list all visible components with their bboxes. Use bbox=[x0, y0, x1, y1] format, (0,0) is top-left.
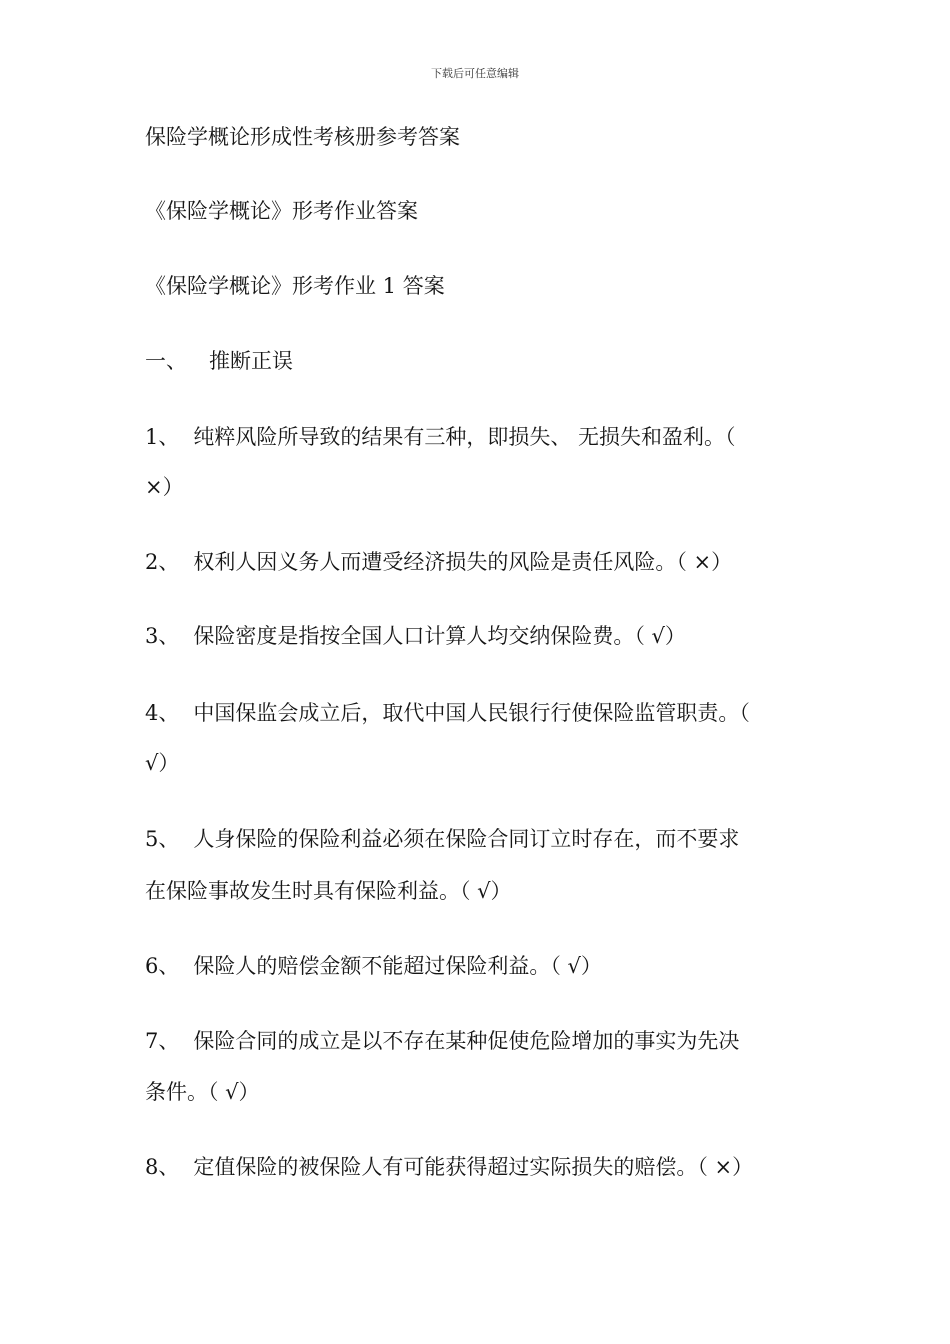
list-item bbox=[145, 1153, 753, 1181]
item-number: 7、 bbox=[145, 1029, 180, 1053]
header-note: 下载后可任意编辑 bbox=[431, 67, 519, 80]
item-text: 定值保险的被保险人有可能获得超过实际损失的赔偿。（ ×） bbox=[193, 1155, 754, 1179]
item-text: 纯粹风险所导致的结果有三种，即损失、 无损失和盈利。（ bbox=[193, 425, 736, 449]
item-continuation: √） bbox=[145, 751, 180, 775]
item-text: 权利人因义务人而遭受经济损失的风险是责任风险。（ ×） bbox=[193, 550, 733, 574]
item-continuation: 条件。（ √） bbox=[145, 1080, 260, 1104]
item-continuation: ×） bbox=[145, 475, 184, 499]
item-text: 保险合同的成立是以不存在某种促使危险增加的事实为先决 bbox=[193, 1029, 740, 1053]
item-text: 人身保险的保险利益必须在保险合同订立时存在，而不要求 bbox=[193, 827, 740, 851]
item-text: 中国保监会成立后，取代中国人民银行行使保险监管职责。（ bbox=[193, 701, 750, 725]
item-number: 1、 bbox=[145, 425, 180, 449]
section-label: 推断正误 bbox=[209, 349, 293, 373]
item-number: 2、 bbox=[145, 550, 180, 574]
item-number: 6、 bbox=[145, 954, 180, 978]
item-number: 3、 bbox=[145, 624, 180, 648]
section-heading bbox=[145, 347, 293, 375]
list-item bbox=[145, 825, 739, 853]
section-number: 一、 bbox=[145, 349, 187, 373]
list-item bbox=[145, 622, 686, 650]
item-continuation: 在保险事故发生时具有保险利益。（ √） bbox=[145, 879, 512, 903]
item-text: 保险密度是指按全国人口计算人均交纳保险费。（ √） bbox=[193, 624, 686, 648]
document-title: 保险学概论形成性考核册参考答案 bbox=[145, 125, 460, 149]
item-number: 8、 bbox=[145, 1155, 180, 1179]
document-subtitle: 《保险学概论》形考作业答案 bbox=[145, 199, 418, 223]
item-number: 4、 bbox=[145, 701, 180, 725]
list-item bbox=[145, 699, 750, 727]
list-item bbox=[145, 548, 732, 576]
item-number: 5、 bbox=[145, 827, 180, 851]
item-text: 保险人的赔偿金额不能超过保险利益。（ √） bbox=[193, 954, 602, 978]
list-item bbox=[145, 1027, 739, 1055]
list-item bbox=[145, 423, 736, 451]
assignment-heading: 《保险学概论》形考作业 1 答案 bbox=[145, 274, 445, 298]
list-item bbox=[145, 952, 602, 980]
